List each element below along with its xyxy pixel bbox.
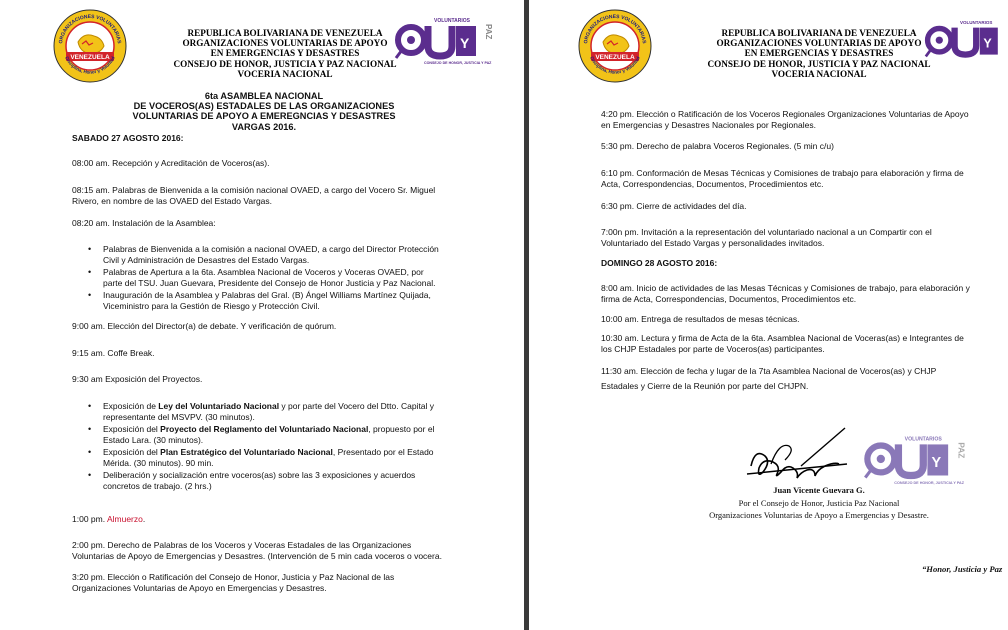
- agenda-item-1830: 6:30 pm. Cierre de actividades del día.: [601, 201, 747, 211]
- cuy-top-text: VOLUNTARIOS: [960, 20, 993, 25]
- list-item: • Exposición del Plan Estratégico del Voluntariado Nacional, Presentado por el Estado Mérida. (30 minutos). 90 min.: [103, 447, 434, 469]
- svg-text:Y: Y: [931, 455, 942, 472]
- list-item: • Deliberación y socialización entre voceros(as) sobre las 3 exposiciones y acuerdos concretos de trabajo. (2 hrs.): [103, 470, 434, 492]
- header-line: REPUBLICA BOLIVARIANA DE VENEZUELA: [721, 28, 917, 38]
- emblem-motto-text: Disciplina, Honor y Voluntad: [589, 55, 641, 75]
- agenda-item-d1130: 11:30 am. Elección de fecha y lugar de la 7ta Asamblea Nacional de Voceros(as) y CHJP Estadales y Cierre de la Reunión por parte del CHJPN.: [601, 366, 937, 391]
- agenda-item-1300: 1:00 pm. Almuerzo.: [72, 514, 146, 524]
- emblem-banner-text: VENEZUELA: [595, 54, 635, 61]
- cuy-bottom-text: CONSEJO DE HONOR, JUSTICIA Y PAZ: [894, 480, 965, 485]
- agenda-item-1810: 6:10 pm. Conformación de Mesas Técnicas y Comisiones de trabajo para elaboración y firma de Acta, Correspondencias, Documentos, Procedimientos etc.: [601, 168, 964, 189]
- cuy-side-text: PAZ: [956, 442, 966, 459]
- cuy-stamp-logo: [859, 432, 971, 490]
- list-item: • Palabras de Apertura a la 6ta. Asamblea Nacional de Voceros y Voceras OVAED, por parte del TSU. Juan Guevara, Presidente del Consejo de Honor Justicia y Paz Nacional.: [103, 267, 439, 289]
- agenda-item-1620: 4:20 pm. Elección o Ratificación de los Voceros Regionales Organizaciones Voluntarias de Apoyo en Emergencias y Desastres Nacionales por Regionales.: [601, 109, 969, 130]
- ovaed-emblem-logo: [52, 8, 128, 84]
- header-line: EN EMERGENCIAS Y DESASTRES: [210, 48, 360, 59]
- header-line: VOCERIA NACIONAL: [237, 68, 333, 79]
- list-item: • Palabras de Bienvenida a la comisión a nacional OVAED, a cargo del Director Protección Civil y Administración de Desastres del Estado Vargas.: [103, 244, 439, 266]
- agenda-item-1730: 5:30 pm. Derecho de palabra Voceros Regionales. (5 min c/u): [601, 141, 834, 151]
- agenda-item-0900: 9:00 am. Elección del Director(a) de debate. Y verificación de quórum.: [72, 321, 337, 331]
- agenda-item-d1030: 10:30 am. Lectura y firma de Acta de la 6ta. Asamblea Nacional de Voceras(as) e Integrantes de los CHJP Estadales por parte de Voceros(as) participantes.: [601, 333, 964, 354]
- signer-role: Por el Consejo de Honor, Justicia Paz Nacional: [738, 497, 900, 508]
- agenda-item-d0800: 8:00 am. Inicio de actividades de las Mesas Técnicas y Comisiones de trabajo, para elaboración y firma de Acta, Correspondencias, Documentos, Procedimientos etc.: [601, 283, 970, 304]
- day-heading-saturday: SABADO 27 AGOSTO 2016:: [72, 133, 184, 143]
- title-line: 6ta ASAMBLEA NACIONAL: [204, 91, 324, 101]
- emblem-top-text: ORGANIZACIONES VOLUNTARIAS: [583, 13, 647, 44]
- cuy-top-text: VOLUNTARIOS: [904, 436, 942, 443]
- agenda-item-0820: 08:20 am. Instalación de la Asamblea:: [72, 218, 216, 228]
- signature-block: [669, 484, 969, 522]
- svg-text:Y: Y: [983, 36, 992, 51]
- assembly-title: [104, 91, 424, 132]
- header-line: ORGANIZACIONES VOLUNTARIAS DE APOYO: [182, 38, 388, 49]
- document-header: [694, 28, 944, 79]
- agenda-item-0930: 9:30 am Exposición del Proyectos.: [72, 374, 203, 384]
- item-line: 08:15 am. Palabras de Bienvenida a la comisión nacional OVAED, a cargo del Vocero Sr. Miguel: [72, 185, 436, 195]
- installation-bullets: [103, 244, 439, 313]
- lunch-label: Almuerzo: [106, 514, 143, 524]
- agenda-item-0800: 08:00 am. Recepción y Acreditación de Voceros(as).: [72, 158, 270, 168]
- title-line: VARGAS 2016.: [231, 121, 297, 132]
- svg-text:Y: Y: [460, 35, 470, 51]
- day-heading-sunday: DOMINGO 28 AGOSTO 2016:: [601, 258, 718, 268]
- list-item: • Exposición del Proyecto del Reglamento del Voluntariado Nacional, propuesto por el Estado Lara. (30 minutos).: [103, 424, 434, 446]
- cuy-side-text: PAZ: [484, 24, 493, 40]
- handwritten-signature: [741, 426, 861, 488]
- cuy-voluntarios-logo: [394, 14, 494, 70]
- agenda-item-1900: 7:00n pm. Invitación a la representación del voluntariado nacional a un Compartir con el Voluntariado del Estado Vargas y personalidades invitados.: [601, 227, 932, 248]
- title-line: DE VOCEROS(AS) ESTADALES DE LAS ORGANIZACIONES: [133, 101, 395, 112]
- list-item: • Exposición de Ley del Voluntariado Nacional y por parte del Vocero del Dtto. Capital y representante del MSVPV. (30 minutos).: [103, 401, 434, 423]
- ovaed-emblem-logo: [577, 8, 653, 84]
- list-item: • Inauguración de la Asamblea y Palabras del Gral. (B) Ángel Williams Martínez Quijada, Viceministro para la Gestión de Riesgo y Protección Civil.: [103, 290, 439, 312]
- signer-organization: Organizaciones Voluntarias de Apoyo a Emergencias y Desastre.: [709, 510, 929, 520]
- exposition-bullets: [103, 401, 434, 493]
- document-page-right: [529, 0, 1008, 630]
- cuy-voluntarios-logo: [924, 14, 1008, 70]
- header-line: CONSEJO DE HONOR, JUSTICIA Y PAZ NACIONAL: [173, 58, 397, 69]
- header-line: ORGANIZACIONES VOLUNTARIAS DE APOYO: [716, 38, 922, 49]
- item-line: Rivero, en nombre de las OVAED del Estado Vargas.: [72, 196, 273, 206]
- emblem-motto-text: Disciplina, Honor y Voluntad: [64, 55, 116, 75]
- emblem-banner-text: VENEZUELA: [70, 54, 110, 61]
- emblem-top-text: ORGANIZACIONES VOLUNTARIAS: [58, 13, 122, 44]
- cuy-top-text: VOLUNTARIOS: [434, 18, 471, 24]
- header-line: EN EMERGENCIAS Y DESASTRES: [744, 48, 894, 59]
- document-header: [160, 28, 410, 79]
- signer-name: Juan Vicente Guevara G.: [773, 485, 865, 495]
- agenda-item-0915: 9:15 am. Coffe Break.: [72, 348, 155, 358]
- agenda-item-1520: 3:20 pm. Elección o Ratificación del Consejo de Honor, Justicia y Paz Nacional de las Organizaciones Voluntarias de Apoyo en Emergencias y Desastres.: [72, 572, 395, 593]
- closing-motto: “Honor, Justicia y Paz: [922, 564, 1003, 574]
- agenda-item-1400: 2:00 pm. Derecho de Palabras de los Voceros y Voceras Estadales de las Organizaciones Voluntarias de Apoyo de Emergencias y Desastres. (Intervención de 5 min cada voceros o vocera.: [72, 540, 442, 561]
- title-line: VOLUNTARIAS DE APOYO A EMEREGNCIAS Y DESASTRES: [132, 111, 396, 122]
- agenda-item-0815: [72, 185, 435, 207]
- header-line: REPUBLICA BOLIVARIANA DE VENEZUELA: [187, 28, 383, 38]
- agenda-item-d1000: 10:00 am. Entrega de resultados de mesas técnicas.: [601, 314, 800, 324]
- header-line: CONSEJO DE HONOR, JUSTICIA Y PAZ NACIONAL: [707, 58, 931, 69]
- header-line: VOCERIA NACIONAL: [771, 68, 867, 79]
- cuy-bottom-text: CONSEJO DE HONOR, JUSTICIA Y PAZ: [424, 61, 492, 65]
